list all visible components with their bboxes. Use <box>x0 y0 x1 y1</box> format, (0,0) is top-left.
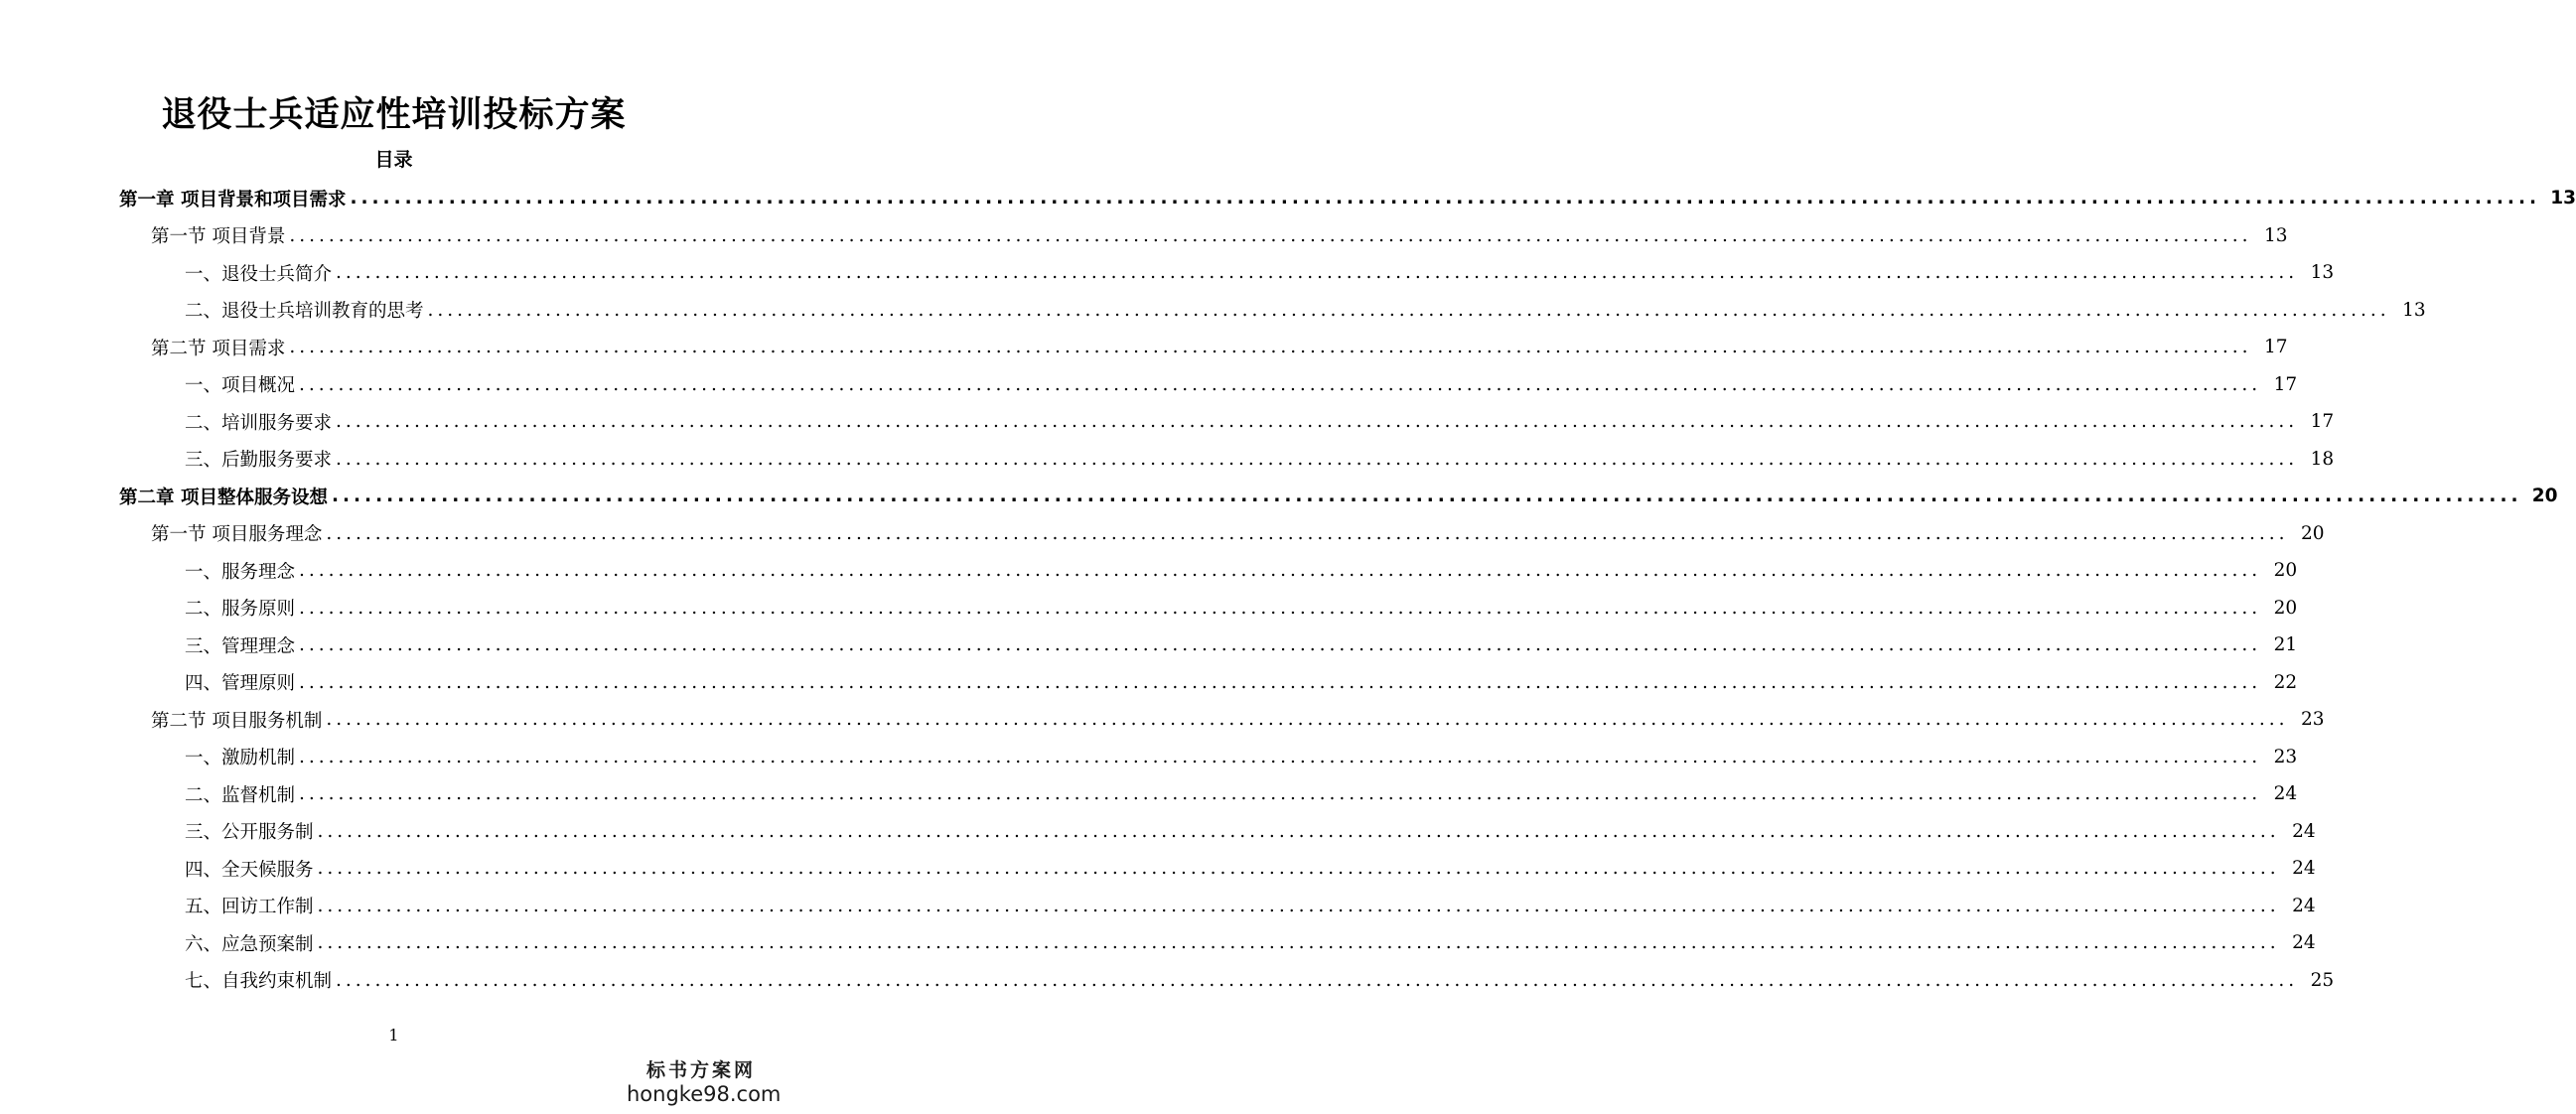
toc-subsection-entry[interactable] <box>0 366 2298 404</box>
toc-entry-page: 24 <box>2292 895 2316 916</box>
toc-dot-leader: ........................................................................................................................................................................................................ <box>336 262 2299 284</box>
toc-entry-label: 第一章 项目背景和项目需求 <box>119 189 347 210</box>
table-of-contents <box>0 180 2576 999</box>
toc-dot-leader: ........................................................................................................................................................................................................ <box>299 373 2262 395</box>
toc-entry-page: 17 <box>2310 411 2335 433</box>
toc-entry-label: 第一节 项目服务理念 <box>151 524 323 546</box>
toc-subsection-entry[interactable] <box>0 739 2298 776</box>
toc-dot-leader: ........................................................................................................................................................................................................ <box>326 522 2289 544</box>
toc-entry-label: 二、退役士兵培训教育的思考 <box>185 301 424 323</box>
toc-subsection-entry[interactable] <box>0 664 2298 702</box>
toc-entry-page: 24 <box>2292 858 2316 880</box>
toc-dot-leader: ........................................................................................................................................................................................................ <box>350 188 2541 209</box>
watermark-site-name: 标书方案网 <box>645 1059 756 1081</box>
toc-subsection-entry[interactable] <box>0 888 2316 925</box>
toc-entry-page: 13 <box>2310 262 2335 284</box>
toc-dot-leader: ........................................................................................................................................................................................................ <box>317 932 2280 954</box>
toc-entry-label: 四、管理原则 <box>185 673 296 695</box>
document-title: 退役士兵适应性培训投标方案 <box>161 95 627 135</box>
toc-dot-leader: ........................................................................................................................................................................................................ <box>326 709 2289 731</box>
toc-entry-label: 第二章 项目整体服务设想 <box>119 487 328 508</box>
toc-entry-label: 一、服务理念 <box>185 561 296 583</box>
toc-dot-leader: ........................................................................................................................................................................................................ <box>299 597 2262 619</box>
toc-entry-page: 20 <box>2531 486 2558 507</box>
toc-subsection-entry[interactable] <box>0 627 2298 664</box>
toc-dot-leader: ........................................................................................................................................................................................................ <box>317 858 2280 880</box>
toc-entry-label: 三、公开服务制 <box>185 822 314 844</box>
toc-dot-leader: ........................................................................................................................................................................................................ <box>336 448 2299 470</box>
toc-section-entry[interactable] <box>0 515 2325 553</box>
toc-entry-page: 17 <box>2273 373 2298 395</box>
toc-entry-page: 24 <box>2292 820 2316 842</box>
toc-heading: 目录 <box>374 149 413 171</box>
page-number: 1 <box>388 1026 399 1044</box>
toc-entry-label: 七、自我约束机制 <box>185 971 333 993</box>
toc-entry-page: 24 <box>2273 783 2298 805</box>
toc-entry-page: 20 <box>2300 522 2325 544</box>
toc-entry-page: 23 <box>2300 709 2325 731</box>
watermark <box>627 1058 782 1106</box>
toc-entry-label: 二、服务原则 <box>185 599 296 621</box>
toc-subsection-entry[interactable] <box>0 962 2335 1000</box>
toc-subsection-entry[interactable] <box>0 775 2298 813</box>
toc-subsection-entry[interactable] <box>0 441 2335 479</box>
toc-dot-leader: ........................................................................................................................................................................................................ <box>331 486 2522 507</box>
toc-subsection-entry[interactable] <box>0 552 2298 590</box>
toc-entry-label: 三、管理理念 <box>185 635 296 657</box>
toc-entry-label: 一、退役士兵简介 <box>185 263 333 285</box>
toc-chapter-entry[interactable] <box>0 478 2558 515</box>
toc-entry-label: 第一节 项目背景 <box>151 226 286 248</box>
toc-entry-label: 五、回访工作制 <box>185 897 314 918</box>
toc-entry-label: 一、激励机制 <box>185 748 296 769</box>
toc-entry-page: 18 <box>2310 448 2335 470</box>
toc-subsection-entry[interactable] <box>0 254 2335 292</box>
toc-chapter-entry[interactable] <box>0 180 2576 217</box>
toc-dot-leader: ........................................................................................................................................................................................................ <box>289 337 2252 358</box>
toc-entry-page: 23 <box>2273 746 2298 767</box>
watermark-url: hongke98.com <box>627 1082 782 1106</box>
toc-entry-page: 13 <box>2402 299 2426 321</box>
toc-dot-leader: ........................................................................................................................................................................................................ <box>317 895 2280 916</box>
toc-entry-label: 第二节 项目需求 <box>151 338 286 359</box>
toc-entry-page: 17 <box>2263 337 2288 358</box>
toc-dot-leader: ........................................................................................................................................................................................................ <box>299 560 2262 582</box>
toc-dot-leader: ........................................................................................................................................................................................................ <box>336 969 2299 991</box>
toc-entry-page: 22 <box>2273 671 2298 693</box>
toc-dot-leader: ........................................................................................................................................................................................................ <box>427 299 2390 321</box>
toc-dot-leader: ........................................................................................................................................................................................................ <box>336 411 2299 433</box>
toc-subsection-entry[interactable] <box>0 850 2316 888</box>
toc-entry-label: 二、培训服务要求 <box>185 412 333 434</box>
toc-entry-label: 二、监督机制 <box>185 784 296 806</box>
toc-entry-page: 25 <box>2310 969 2335 991</box>
toc-entry-label: 三、后勤服务要求 <box>185 450 333 472</box>
toc-entry-label: 六、应急预案制 <box>185 933 314 955</box>
toc-entry-page: 13 <box>2550 188 2576 209</box>
toc-subsection-entry[interactable] <box>0 813 2316 851</box>
toc-dot-leader: ........................................................................................................................................................................................................ <box>299 783 2262 805</box>
toc-entry-label: 四、全天候服务 <box>185 859 314 881</box>
toc-subsection-entry[interactable] <box>0 590 2298 627</box>
toc-subsection-entry[interactable] <box>0 292 2426 330</box>
toc-entry-page: 20 <box>2273 597 2298 619</box>
toc-entry-page: 20 <box>2273 560 2298 582</box>
toc-entry-label: 第二节 项目服务机制 <box>151 710 323 732</box>
toc-dot-leader: ........................................................................................................................................................................................................ <box>317 820 2280 842</box>
toc-section-entry[interactable] <box>0 329 2288 366</box>
toc-entry-page: 21 <box>2273 634 2298 656</box>
toc-dot-leader: ........................................................................................................................................................................................................ <box>289 224 2252 246</box>
toc-section-entry[interactable] <box>0 701 2325 739</box>
toc-section-entry[interactable] <box>0 217 2288 255</box>
toc-entry-page: 24 <box>2292 932 2316 954</box>
toc-subsection-entry[interactable] <box>0 403 2335 441</box>
toc-dot-leader: ........................................................................................................................................................................................................ <box>299 634 2262 656</box>
toc-subsection-entry[interactable] <box>0 924 2316 962</box>
toc-entry-page: 13 <box>2263 224 2288 246</box>
toc-dot-leader: ........................................................................................................................................................................................................ <box>299 671 2262 693</box>
toc-dot-leader: ........................................................................................................................................................................................................ <box>299 746 2262 767</box>
toc-entry-label: 一、项目概况 <box>185 375 296 397</box>
